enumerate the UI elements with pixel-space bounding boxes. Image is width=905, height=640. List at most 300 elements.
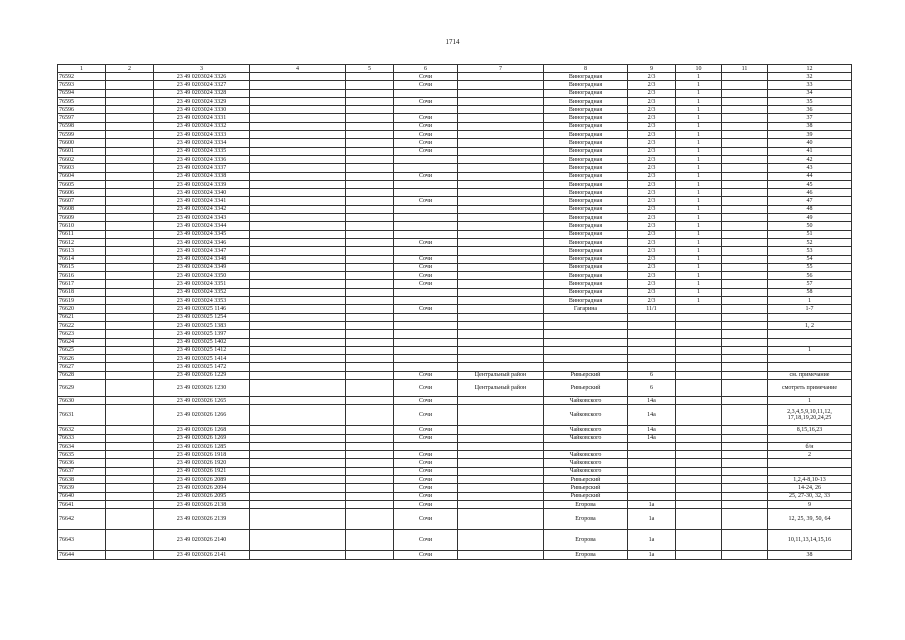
apartments-cell: 53 (768, 247, 852, 255)
col11-cell (722, 214, 768, 222)
cadastral-number-cell: 23 49 0203026 2095 (154, 492, 250, 500)
col2-cell (106, 434, 154, 442)
cadastral-number-cell: 23 49 0203024 3335 (154, 147, 250, 155)
record-number-cell: 76614 (58, 255, 106, 263)
city-cell (394, 442, 458, 450)
cadastral-number-cell: 23 49 0203024 3338 (154, 172, 250, 180)
col11-cell (722, 139, 768, 147)
street-cell: Чайковского (544, 426, 628, 434)
building-cell: 1 (676, 255, 722, 263)
col2-cell (106, 164, 154, 172)
street-cell: Виноградная (544, 280, 628, 288)
col11-cell (722, 355, 768, 363)
apartments-cell (768, 338, 852, 346)
col11-cell (722, 230, 768, 238)
col4-cell (250, 180, 346, 188)
col4-cell (250, 363, 346, 371)
table-row (58, 189, 852, 197)
col2-cell (106, 81, 154, 89)
col11-cell (722, 147, 768, 155)
col2-cell (106, 280, 154, 288)
col5-cell (346, 272, 394, 280)
col2-cell (106, 238, 154, 246)
col2-cell (106, 371, 154, 379)
house-cell: 2/3 (628, 106, 676, 114)
district-cell (458, 442, 544, 450)
district-cell (458, 405, 544, 426)
street-cell: Гагарина (544, 305, 628, 313)
col5-cell (346, 263, 394, 271)
city-cell: Сочи (394, 114, 458, 122)
column-header: 5 (346, 65, 394, 73)
building-cell: 1 (676, 73, 722, 81)
building-cell: 1 (676, 180, 722, 188)
column-header: 6 (394, 65, 458, 73)
cadastral-number-cell: 23 49 0203026 1285 (154, 442, 250, 450)
record-number-cell: 76602 (58, 155, 106, 163)
col2-cell (106, 73, 154, 81)
col4-cell (250, 426, 346, 434)
city-cell: Сочи (394, 492, 458, 500)
building-cell (676, 313, 722, 321)
street-cell: Виноградная (544, 197, 628, 205)
table-row (58, 551, 852, 559)
col4-cell (250, 530, 346, 551)
street-cell: Виноградная (544, 73, 628, 81)
col11-cell (722, 222, 768, 230)
col4-cell (250, 106, 346, 114)
house-cell (628, 330, 676, 338)
district-cell (458, 355, 544, 363)
table-row (58, 164, 852, 172)
cadastral-number-cell: 23 49 0203026 2138 (154, 500, 250, 508)
street-cell: Егорова (544, 509, 628, 530)
building-cell: 1 (676, 288, 722, 296)
street-cell: Виноградная (544, 263, 628, 271)
col2-cell (106, 363, 154, 371)
street-cell: Виноградная (544, 189, 628, 197)
col11-cell (722, 484, 768, 492)
col11-cell (722, 106, 768, 114)
column-header: 1 (58, 65, 106, 73)
street-cell: Егорова (544, 530, 628, 551)
apartments-cell: 38 (768, 122, 852, 130)
building-cell (676, 305, 722, 313)
col2-cell (106, 155, 154, 163)
column-header: 11 (722, 65, 768, 73)
col5-cell (346, 442, 394, 450)
house-cell (628, 321, 676, 329)
column-number-row (58, 65, 852, 73)
table-row (58, 247, 852, 255)
building-cell: 1 (676, 222, 722, 230)
building-cell: 1 (676, 155, 722, 163)
cadastral-number-cell: 23 49 0203024 3332 (154, 122, 250, 130)
col5-cell (346, 73, 394, 81)
col5-cell (346, 396, 394, 404)
col2-cell (106, 346, 154, 354)
apartments-cell (768, 459, 852, 467)
building-cell (676, 492, 722, 500)
table-row (58, 73, 852, 81)
record-number-cell: 76597 (58, 114, 106, 122)
street-cell: Виноградная (544, 139, 628, 147)
col2-cell (106, 405, 154, 426)
district-cell (458, 451, 544, 459)
col11-cell (722, 371, 768, 379)
building-cell (676, 459, 722, 467)
house-cell: 6 (628, 379, 676, 396)
city-cell (394, 89, 458, 97)
building-cell: 1 (676, 122, 722, 130)
city-cell: Сочи (394, 197, 458, 205)
col2-cell (106, 467, 154, 475)
col11-cell (722, 330, 768, 338)
apartments-cell: 44 (768, 172, 852, 180)
apartments-cell: 40 (768, 139, 852, 147)
building-cell (676, 321, 722, 329)
city-cell (394, 214, 458, 222)
apartments-cell (768, 467, 852, 475)
col2-cell (106, 214, 154, 222)
house-cell: 2/3 (628, 222, 676, 230)
city-cell (394, 205, 458, 213)
register-body (58, 73, 852, 560)
city-cell: Сочи (394, 467, 458, 475)
col5-cell (346, 280, 394, 288)
house-cell: 2/3 (628, 172, 676, 180)
house-cell (628, 459, 676, 467)
table-row (58, 509, 852, 530)
record-number-cell: 76598 (58, 122, 106, 130)
record-number-cell: 76599 (58, 131, 106, 139)
city-cell: Сочи (394, 426, 458, 434)
house-cell (628, 451, 676, 459)
street-cell (544, 363, 628, 371)
col11-cell (722, 255, 768, 263)
col4-cell (250, 500, 346, 508)
street-cell: Виноградная (544, 114, 628, 122)
district-cell (458, 238, 544, 246)
col4-cell (250, 288, 346, 296)
street-cell: Виноградная (544, 180, 628, 188)
district-cell (458, 214, 544, 222)
record-number-cell: 76629 (58, 379, 106, 396)
col5-cell (346, 131, 394, 139)
district-cell (458, 230, 544, 238)
col5-cell (346, 180, 394, 188)
col4-cell (250, 238, 346, 246)
city-cell: Сочи (394, 459, 458, 467)
city-cell: Сочи (394, 280, 458, 288)
col5-cell (346, 467, 394, 475)
district-cell (458, 73, 544, 81)
apartments-cell: 36 (768, 106, 852, 114)
col4-cell (250, 355, 346, 363)
building-cell: 1 (676, 172, 722, 180)
street-cell (544, 330, 628, 338)
street-cell: Виноградная (544, 147, 628, 155)
col11-cell (722, 434, 768, 442)
col11-cell (722, 197, 768, 205)
col2-cell (106, 355, 154, 363)
house-cell (628, 492, 676, 500)
district-cell (458, 205, 544, 213)
table-row (58, 81, 852, 89)
city-cell (394, 297, 458, 305)
building-cell (676, 379, 722, 396)
building-cell: 1 (676, 189, 722, 197)
district-cell (458, 476, 544, 484)
col4-cell (250, 297, 346, 305)
table-row (58, 330, 852, 338)
cadastral-number-cell: 23 49 0203024 3331 (154, 114, 250, 122)
city-cell: Сочи (394, 379, 458, 396)
record-number-cell: 76593 (58, 81, 106, 89)
building-cell: 1 (676, 139, 722, 147)
col2-cell (106, 139, 154, 147)
building-cell (676, 405, 722, 426)
cadastral-number-cell: 23 49 0203024 3340 (154, 189, 250, 197)
street-cell: Ривьерский (544, 492, 628, 500)
building-cell: 1 (676, 280, 722, 288)
table-row (58, 97, 852, 105)
col5-cell (346, 338, 394, 346)
col11-cell (722, 338, 768, 346)
col2-cell (106, 114, 154, 122)
record-number-cell: 76594 (58, 89, 106, 97)
apartments-cell: 10,11,13,14,15,16 (768, 530, 852, 551)
cadastral-number-cell: 23 49 0203025 1146 (154, 305, 250, 313)
district-cell (458, 106, 544, 114)
col11-cell (722, 238, 768, 246)
city-cell (394, 346, 458, 354)
col5-cell (346, 172, 394, 180)
street-cell: Виноградная (544, 288, 628, 296)
col2-cell (106, 313, 154, 321)
col2-cell (106, 484, 154, 492)
col11-cell (722, 396, 768, 404)
district-cell (458, 147, 544, 155)
table-row (58, 346, 852, 354)
col5-cell (346, 230, 394, 238)
record-number-cell: 76635 (58, 451, 106, 459)
record-number-cell: 76611 (58, 230, 106, 238)
apartments-cell: 2 (768, 451, 852, 459)
house-cell: 14а (628, 396, 676, 404)
apartments-cell: см. примечание (768, 371, 852, 379)
district-cell (458, 459, 544, 467)
col11-cell (722, 459, 768, 467)
col4-cell (250, 122, 346, 130)
street-cell: Егорова (544, 500, 628, 508)
cadastral-number-cell: 23 49 0203024 3339 (154, 180, 250, 188)
house-cell: 2/3 (628, 139, 676, 147)
apartments-cell: 32 (768, 73, 852, 81)
col5-cell (346, 434, 394, 442)
record-number-cell: 76619 (58, 297, 106, 305)
col2-cell (106, 247, 154, 255)
col2-cell (106, 172, 154, 180)
col11-cell (722, 297, 768, 305)
street-cell: Виноградная (544, 131, 628, 139)
cadastral-number-cell: 23 49 0203024 3329 (154, 97, 250, 105)
city-cell: Сочи (394, 255, 458, 263)
cadastral-number-cell: 23 49 0203024 3345 (154, 230, 250, 238)
column-header: 4 (250, 65, 346, 73)
building-cell: 1 (676, 97, 722, 105)
house-cell: 2/3 (628, 280, 676, 288)
apartments-cell: 50 (768, 222, 852, 230)
street-cell (544, 321, 628, 329)
street-cell: Виноградная (544, 89, 628, 97)
cadastral-number-cell: 23 49 0203026 2094 (154, 484, 250, 492)
apartments-cell: 48 (768, 205, 852, 213)
house-cell: 2/3 (628, 263, 676, 271)
apartments-cell: 37 (768, 114, 852, 122)
col2-cell (106, 492, 154, 500)
col2-cell (106, 205, 154, 213)
record-number-cell: 76618 (58, 288, 106, 296)
city-cell: Сочи (394, 139, 458, 147)
register-table (57, 64, 852, 560)
building-cell: 1 (676, 205, 722, 213)
col2-cell (106, 451, 154, 459)
building-cell: 1 (676, 81, 722, 89)
district-cell (458, 263, 544, 271)
city-cell (394, 155, 458, 163)
district-cell: Центральный район (458, 379, 544, 396)
district-cell (458, 272, 544, 280)
street-cell: Виноградная (544, 164, 628, 172)
record-number-cell: 76605 (58, 180, 106, 188)
col11-cell (722, 247, 768, 255)
district-cell (458, 500, 544, 508)
apartments-cell: 33 (768, 81, 852, 89)
col4-cell (250, 255, 346, 263)
col4-cell (250, 247, 346, 255)
col4-cell (250, 346, 346, 354)
district-cell (458, 426, 544, 434)
col11-cell (722, 272, 768, 280)
table-row (58, 155, 852, 163)
street-cell: Виноградная (544, 155, 628, 163)
column-header: 8 (544, 65, 628, 73)
table-row (58, 197, 852, 205)
col11-cell (722, 405, 768, 426)
street-cell: Виноградная (544, 214, 628, 222)
col11-cell (722, 530, 768, 551)
street-cell (544, 338, 628, 346)
col5-cell (346, 346, 394, 354)
building-cell (676, 467, 722, 475)
col4-cell (250, 155, 346, 163)
apartments-cell (768, 330, 852, 338)
table-row (58, 371, 852, 379)
apartments-cell: 8,15,16,23 (768, 426, 852, 434)
city-cell (394, 106, 458, 114)
col4-cell (250, 139, 346, 147)
house-cell: 2/3 (628, 73, 676, 81)
street-cell: Чайковского (544, 451, 628, 459)
cadastral-number-cell: 23 49 0203026 1921 (154, 467, 250, 475)
street-cell: Егорова (544, 551, 628, 559)
building-cell: 1 (676, 197, 722, 205)
col4-cell (250, 205, 346, 213)
col2-cell (106, 272, 154, 280)
col2-cell (106, 288, 154, 296)
record-number-cell: 76626 (58, 355, 106, 363)
cadastral-number-cell: 23 49 0203026 1920 (154, 459, 250, 467)
building-cell (676, 363, 722, 371)
col4-cell (250, 272, 346, 280)
col5-cell (346, 222, 394, 230)
col4-cell (250, 371, 346, 379)
col5-cell (346, 106, 394, 114)
apartments-cell: 42 (768, 155, 852, 163)
house-cell (628, 476, 676, 484)
col2-cell (106, 321, 154, 329)
cadastral-number-cell: 23 49 0203025 1472 (154, 363, 250, 371)
record-number-cell: 76628 (58, 371, 106, 379)
cadastral-number-cell: 23 49 0203024 3352 (154, 288, 250, 296)
district-cell (458, 247, 544, 255)
col4-cell (250, 164, 346, 172)
col5-cell (346, 89, 394, 97)
cadastral-number-cell: 23 49 0203026 2089 (154, 476, 250, 484)
house-cell: 2/3 (628, 197, 676, 205)
col11-cell (722, 363, 768, 371)
house-cell: 14а (628, 434, 676, 442)
cadastral-number-cell: 23 49 0203025 1383 (154, 321, 250, 329)
table-row (58, 89, 852, 97)
building-cell (676, 509, 722, 530)
col5-cell (346, 313, 394, 321)
house-cell: 2/3 (628, 255, 676, 263)
street-cell (544, 346, 628, 354)
house-cell: 2/3 (628, 230, 676, 238)
district-cell (458, 81, 544, 89)
col11-cell (722, 155, 768, 163)
building-cell (676, 346, 722, 354)
col4-cell (250, 467, 346, 475)
city-cell: Сочи (394, 238, 458, 246)
table-row (58, 122, 852, 130)
record-number-cell: 76638 (58, 476, 106, 484)
house-cell: 2/3 (628, 114, 676, 122)
record-number-cell: 76600 (58, 139, 106, 147)
col11-cell (722, 379, 768, 396)
house-cell: 11/1 (628, 305, 676, 313)
col11-cell (722, 442, 768, 450)
table-row (58, 338, 852, 346)
apartments-cell: 9 (768, 500, 852, 508)
apartments-cell: 51 (768, 230, 852, 238)
city-cell: Сочи (394, 396, 458, 404)
col4-cell (250, 305, 346, 313)
house-cell: 6 (628, 371, 676, 379)
house-cell: 1а (628, 509, 676, 530)
col11-cell (722, 551, 768, 559)
apartments-cell: 12, 25, 39, 50, 64 (768, 509, 852, 530)
col2-cell (106, 197, 154, 205)
table-row (58, 492, 852, 500)
record-number-cell: 76595 (58, 97, 106, 105)
building-cell: 1 (676, 230, 722, 238)
house-cell: 2/3 (628, 81, 676, 89)
record-number-cell: 76639 (58, 484, 106, 492)
col5-cell (346, 426, 394, 434)
